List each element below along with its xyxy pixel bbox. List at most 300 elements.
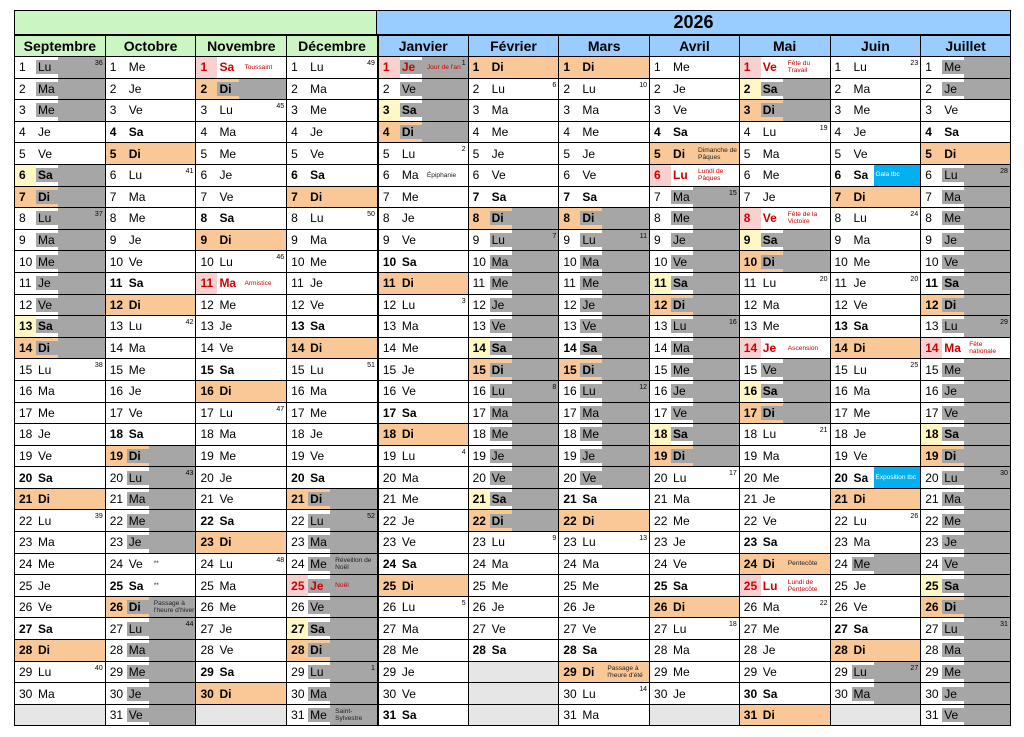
day-number: 12 [834, 297, 848, 312]
day-number: 8 [743, 211, 751, 226]
day-cell [287, 510, 377, 532]
day-cell [469, 295, 559, 317]
weekday: Me [308, 557, 332, 571]
day-number: 11 [382, 276, 396, 291]
month-header: Avril [650, 35, 739, 57]
day-cell [831, 208, 921, 230]
day-cell [921, 208, 1010, 230]
day-number: 3 [472, 103, 480, 118]
day-cell [379, 467, 468, 489]
weekday: Je [491, 146, 505, 161]
event-label: Noël [332, 582, 377, 589]
day-cell [15, 143, 105, 165]
day-number: 30 [834, 686, 848, 701]
event-label: Épiphanie [426, 171, 457, 179]
weekday: Je [219, 470, 233, 485]
day-cell [379, 251, 468, 273]
weekday: Sa [401, 405, 417, 420]
weekday: Sa [673, 578, 688, 593]
day-number: 9 [743, 233, 751, 248]
day-number: 20 [834, 470, 848, 485]
day-cell [379, 554, 468, 576]
day-cell [106, 489, 196, 511]
day-cell [740, 510, 830, 532]
day-number: 10 [200, 254, 214, 269]
day-cell [15, 467, 105, 489]
day-cell [196, 597, 286, 619]
weekday: Lu [310, 211, 324, 226]
event-label: Fête de la Victoire [787, 211, 818, 226]
day-number: 31 [563, 708, 577, 723]
weekday: Ve [36, 298, 60, 312]
day-cell [469, 57, 559, 79]
day-number: 8 [563, 211, 571, 226]
weekday: Ma [762, 448, 780, 463]
day-cell [740, 316, 830, 338]
weekday: Ma [853, 535, 871, 550]
year-header-row [14, 10, 1011, 35]
day-cell [740, 122, 830, 144]
day-cell [196, 143, 286, 165]
day-cell [559, 100, 649, 122]
day-cell [379, 403, 468, 425]
weekday: Ve [762, 60, 777, 75]
event-label: Ascension [787, 344, 819, 352]
day-cell [831, 683, 921, 705]
day-number: 9 [382, 233, 390, 248]
day-number: 2 [382, 81, 390, 96]
day-number: 24 [743, 556, 758, 571]
day-number: 13 [472, 319, 486, 334]
weekday: Ma [942, 492, 966, 506]
day-cell [287, 143, 377, 165]
weekday: Je [310, 125, 323, 140]
event-label: Lundi de Pentecôte [787, 578, 818, 593]
day-cell [831, 403, 921, 425]
day-number: 29 [834, 664, 848, 679]
weekday: Lu [308, 665, 332, 679]
day-number: 16 [563, 384, 577, 399]
day-number: 27 [19, 621, 33, 636]
weekday: Di [490, 514, 514, 528]
day-cell [196, 554, 286, 576]
day-cell [559, 316, 649, 338]
day-number: 2 [291, 81, 298, 96]
day-cell [559, 230, 649, 252]
day-number: 21 [291, 492, 305, 507]
weekday: Me [401, 492, 419, 507]
day-cell [287, 79, 377, 101]
month-header: Septembre [15, 35, 105, 57]
weekday: Lu [127, 471, 151, 485]
day-cell [469, 597, 559, 619]
day-number: 16 [200, 384, 214, 399]
day-cell [196, 338, 286, 360]
day-number: 10 [743, 254, 758, 269]
day-number: 22 [834, 513, 848, 528]
day-cell [469, 467, 559, 489]
day-cell [106, 532, 196, 554]
weekday: Je [853, 125, 867, 140]
day-cell [650, 165, 739, 187]
day-cell [921, 554, 1010, 576]
day-number: 12 [200, 297, 214, 312]
day-cell [469, 251, 559, 273]
weekday: Di [852, 643, 876, 657]
day-cell [559, 295, 649, 317]
day-number: 2 [743, 81, 751, 96]
weekday: Di [400, 276, 424, 290]
day-cell [831, 316, 921, 338]
day-number: 11 [654, 276, 667, 291]
weekday: Sa [128, 578, 144, 593]
weekday: Me [762, 470, 780, 485]
weekday: Ma [308, 687, 332, 701]
weekday: Ma [944, 341, 961, 356]
day-cell [740, 662, 830, 684]
weekday: Me [36, 103, 60, 117]
day-number: 28 [472, 643, 486, 658]
weekday: Di [761, 708, 785, 722]
day-number: 3 [382, 103, 390, 118]
day-number: 31 [743, 708, 758, 723]
day-cell [196, 165, 286, 187]
day-number: 6 [472, 168, 480, 183]
weekday: Me [853, 103, 871, 118]
day-number: 26 [382, 600, 397, 615]
weekday: Ve [310, 448, 325, 463]
month-header: Octobre [106, 35, 196, 57]
day-number: 27 [472, 621, 486, 636]
day-number: 17 [563, 405, 577, 420]
weekday: Me [128, 211, 146, 226]
day-number: 25 [19, 578, 33, 593]
weekday: Sa [36, 319, 60, 333]
day-number: 19 [563, 448, 577, 463]
day-number: 5 [925, 146, 932, 161]
weekday: Sa [942, 427, 966, 441]
weekday: Ma [128, 189, 146, 204]
day-number: 13 [200, 319, 214, 334]
weekday: Ma [582, 556, 599, 571]
event-label: Toussaint [244, 63, 273, 71]
day-number: 11 [291, 276, 304, 291]
day-cell [469, 640, 559, 662]
weekday: Lu [853, 211, 867, 226]
day-number: 12 [743, 297, 758, 312]
day-number: 1 [200, 60, 208, 75]
weekday: Di [400, 579, 424, 593]
day-number: 24 [472, 556, 486, 571]
day-cell [650, 381, 739, 403]
day-cell [15, 273, 105, 295]
day-cell [196, 467, 286, 489]
day-cell [921, 705, 1010, 727]
weekday: Ve [308, 600, 332, 614]
week-number: 21 [819, 427, 828, 435]
month-column [739, 35, 830, 726]
day-cell [650, 532, 739, 554]
day-number: 4 [834, 125, 842, 140]
day-cell [740, 295, 830, 317]
day-cell [740, 230, 830, 252]
weekday: Di [400, 125, 424, 139]
day-number: 22 [743, 513, 758, 528]
day-number: 16 [291, 384, 305, 399]
day-cell [106, 359, 196, 381]
weekday: Me [942, 665, 966, 679]
day-number: 24 [200, 556, 214, 571]
day-number: 11 [19, 276, 32, 291]
weekday: Ma [36, 233, 60, 247]
day-number: 10 [925, 254, 939, 269]
weekday: Me [219, 448, 237, 463]
day-cell [469, 554, 559, 576]
day-number: 25 [109, 578, 124, 593]
day-cell [740, 424, 830, 446]
weekday: Ma [762, 146, 780, 161]
day-cell [559, 338, 649, 360]
weekday: Me [491, 578, 509, 593]
day-cell [469, 359, 559, 381]
day-cell [650, 618, 739, 640]
weekday: Je [128, 81, 142, 96]
day-cell [379, 165, 468, 187]
day-number: 19 [109, 448, 124, 463]
weekday: Lu [853, 362, 867, 377]
weekday: Lu [853, 513, 867, 528]
day-cell [196, 618, 286, 640]
weekday: Ve [38, 448, 53, 463]
day-number: 15 [472, 362, 486, 377]
weekday: Di [852, 190, 876, 204]
weekday: Sa [219, 664, 235, 679]
weekday: Sa [401, 254, 417, 269]
day-cell [921, 165, 1010, 187]
weekday: Ma [310, 233, 327, 248]
weekday: Ma [490, 406, 514, 420]
weekday: Je [673, 535, 686, 550]
day-cell [15, 575, 105, 597]
weekday: Ma [401, 168, 419, 183]
week-number: 7 [552, 232, 557, 240]
weekday: Me [490, 427, 514, 441]
day-cell [650, 403, 739, 425]
weekday: Je [401, 664, 415, 679]
weekday: Di [490, 363, 514, 377]
day-cell [379, 79, 468, 101]
weekday: Lu [942, 319, 966, 333]
day-cell [196, 510, 286, 532]
day-number: 23 [200, 535, 214, 550]
day-number: 30 [19, 686, 33, 701]
weekday: Je [942, 687, 966, 701]
day-cell [740, 338, 830, 360]
weekday: Je [762, 492, 776, 507]
weekday: Ma [491, 556, 509, 571]
weekday: Ma [942, 643, 966, 657]
weekday: Je [38, 125, 51, 140]
day-cell [106, 467, 196, 489]
day-cell [650, 57, 739, 79]
day-number: 27 [925, 621, 939, 636]
day-number: 7 [109, 189, 117, 204]
day-cell [559, 446, 649, 468]
weekday: Me [942, 60, 966, 74]
day-number: 26 [19, 600, 33, 615]
day-cell [287, 467, 377, 489]
day-number: 20 [654, 470, 668, 485]
weekday: Sa [400, 103, 424, 117]
empty-day-cell [469, 683, 559, 705]
weekday: Di [127, 298, 151, 312]
day-cell [740, 359, 830, 381]
day-number: 27 [291, 621, 305, 636]
day-number: 29 [19, 664, 33, 679]
day-cell [831, 251, 921, 273]
day-number: 18 [834, 427, 848, 442]
day-cell [831, 467, 921, 489]
weekday: Ve [853, 600, 868, 615]
weekday: Sa [853, 621, 869, 636]
day-number: 26 [200, 600, 214, 615]
day-cell [921, 446, 1010, 468]
day-number: 31 [382, 708, 397, 723]
weekday: Sa [490, 341, 514, 355]
event-tag: Exposition tbc [874, 467, 921, 488]
day-cell [650, 489, 739, 511]
day-cell [379, 618, 468, 640]
day-cell [921, 381, 1010, 403]
day-number: 17 [743, 405, 758, 420]
weekday: Sa [310, 319, 325, 334]
day-number: 28 [291, 643, 305, 658]
day-cell [287, 597, 377, 619]
weekday: Lu [673, 168, 688, 183]
day-cell [196, 79, 286, 101]
day-number: 3 [563, 103, 571, 118]
weekday: Di [36, 190, 60, 204]
day-cell [196, 575, 286, 597]
weekday: Ve [401, 535, 416, 550]
weekday: Ve [401, 686, 416, 701]
day-number: 14 [834, 341, 848, 356]
weekday: Lu [942, 622, 966, 636]
week-number: 14 [639, 686, 648, 694]
day-number: 14 [743, 341, 758, 356]
week-number: 19 [819, 124, 828, 132]
day-number: 1 [654, 60, 661, 75]
day-number: 9 [109, 233, 117, 248]
weekday: Di [217, 384, 241, 398]
day-number: 14 [654, 341, 668, 356]
weekday: Me [127, 665, 151, 679]
day-number: 8 [654, 211, 661, 226]
day-cell [921, 251, 1010, 273]
day-number: 6 [200, 168, 208, 183]
day-cell [379, 273, 468, 295]
day-number: 30 [382, 686, 397, 701]
day-number: 28 [19, 643, 33, 658]
day-number: 24 [834, 556, 848, 571]
weekday: Je [762, 341, 777, 356]
day-cell [559, 273, 649, 295]
day-number: 22 [19, 513, 33, 528]
weekday: Ma [219, 125, 237, 140]
weekday: Je [582, 146, 596, 161]
weekday: Sa [853, 319, 869, 334]
day-number: 16 [382, 384, 397, 399]
day-cell [921, 122, 1010, 144]
day-cell [15, 295, 105, 317]
day-number: 14 [925, 341, 939, 356]
day-cell [196, 662, 286, 684]
weekday: Ve [310, 297, 325, 312]
day-number: 9 [200, 233, 208, 248]
weekday: Di [217, 233, 241, 247]
weekday: Je [127, 687, 151, 701]
day-cell [469, 618, 559, 640]
weekday: Sa [219, 362, 235, 377]
day-number: 5 [743, 146, 751, 161]
weekday: Ma [128, 341, 146, 356]
weekday: Me [942, 363, 966, 377]
day-cell [469, 424, 559, 446]
weekday: Me [490, 276, 514, 290]
day-cell [196, 100, 286, 122]
event-label: Passage à l'heure d'hiver [151, 600, 196, 614]
week-number: 2 [461, 146, 466, 154]
event-label: Saint-Sylvestre [332, 708, 377, 722]
day-cell [559, 57, 649, 79]
week-number: 1 [461, 60, 466, 67]
weekday: Ma [401, 621, 419, 636]
weekday: Ve [219, 189, 234, 204]
weekday: Ve [128, 405, 143, 420]
day-cell [469, 165, 559, 187]
weekday: Ve [671, 255, 695, 269]
week-number: 9 [552, 535, 557, 543]
weekday: Je [762, 189, 776, 204]
day-cell [15, 554, 105, 576]
day-number: 17 [654, 405, 668, 420]
weekday: Sa [673, 125, 688, 140]
weekday: Ma [673, 492, 690, 507]
day-cell [287, 165, 377, 187]
day-cell [559, 683, 649, 705]
day-cell [921, 338, 1010, 360]
weekday: Lu [942, 471, 966, 485]
event-label: ** [153, 560, 159, 568]
day-number: 16 [109, 384, 124, 399]
weekday: Lu [38, 513, 52, 528]
week-number: 23 [910, 60, 919, 67]
event-label: Jour de l'an [424, 64, 468, 71]
day-number: 16 [19, 384, 33, 399]
day-number: 6 [109, 168, 117, 183]
day-number: 22 [925, 513, 939, 528]
day-number: 15 [200, 362, 214, 377]
day-cell [106, 554, 196, 576]
weekday: Me [673, 60, 690, 75]
week-number: 42 [185, 319, 194, 327]
day-cell [287, 187, 377, 209]
day-number: 18 [291, 427, 305, 442]
day-cell [15, 683, 105, 705]
day-cell [379, 381, 468, 403]
day-number: 14 [291, 341, 305, 356]
weekday: Ma [38, 384, 55, 399]
